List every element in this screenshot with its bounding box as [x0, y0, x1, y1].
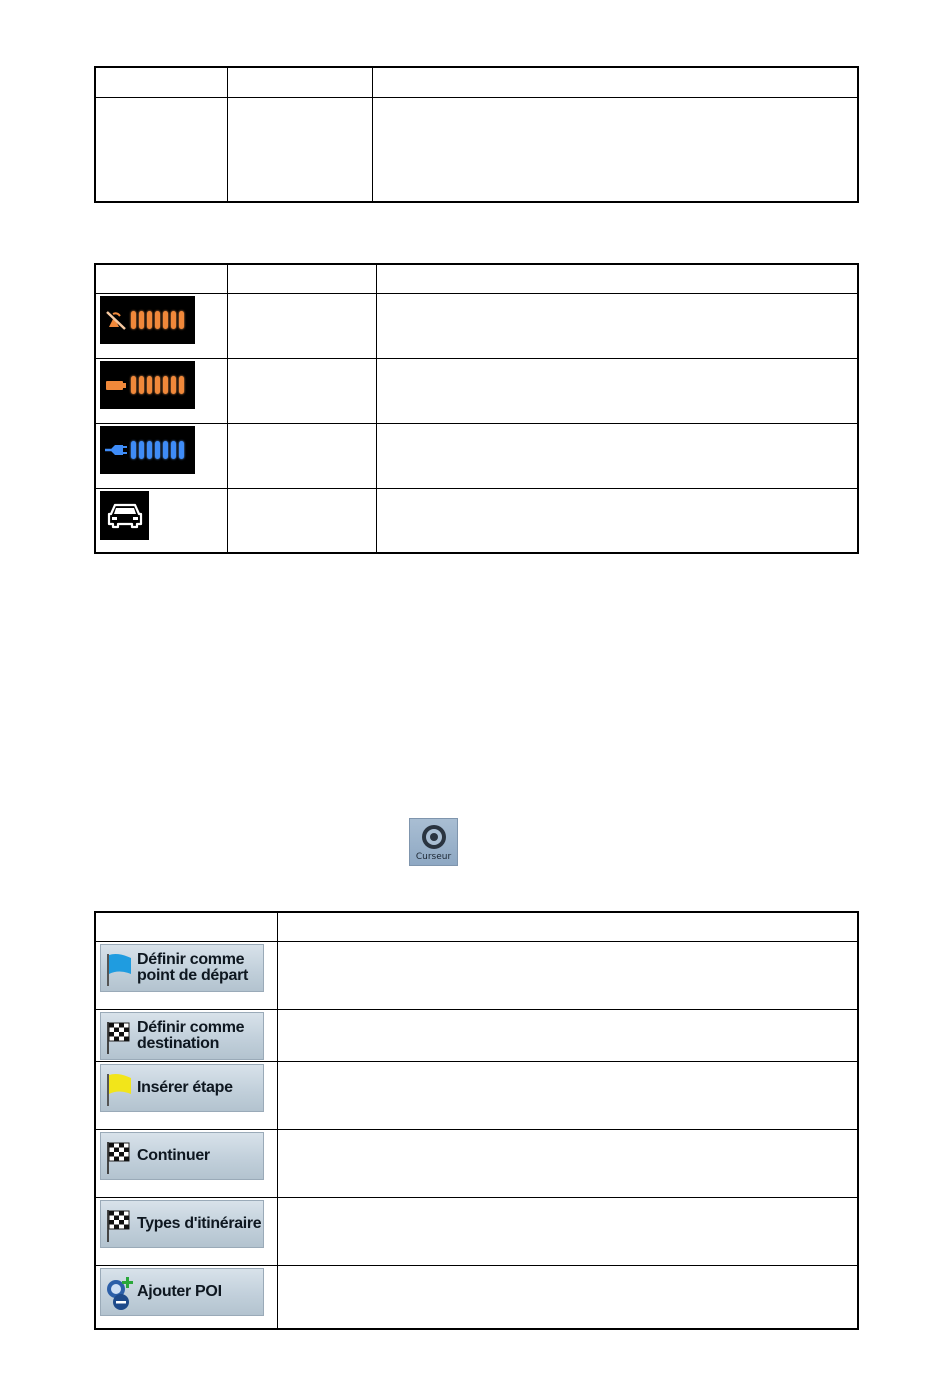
gps-status-indicator	[100, 296, 195, 344]
table-cell	[278, 1009, 859, 1061]
button-label: Types d'itinéraire	[137, 1214, 262, 1232]
table-header-cell	[228, 264, 377, 293]
power-status-indicator	[100, 426, 195, 474]
checkered-flag-icon	[104, 1020, 134, 1056]
table-cell	[95, 423, 228, 488]
table-cell	[278, 1129, 859, 1197]
route-types-button[interactable]	[100, 1200, 264, 1248]
table-header-cell	[95, 264, 228, 293]
blue-flag-icon	[104, 952, 134, 988]
battery-icon	[103, 372, 129, 398]
set-destination-button[interactable]	[100, 1012, 264, 1060]
add-poi-button[interactable]	[100, 1268, 264, 1316]
table-cell	[278, 1061, 859, 1129]
table-header-cell	[95, 912, 278, 941]
table-cell	[228, 423, 377, 488]
table-header-cell	[278, 912, 859, 941]
table-row	[95, 1197, 858, 1265]
cursor-button-label: Curseur	[415, 852, 452, 862]
table-header-cell	[377, 264, 859, 293]
table-cell	[228, 488, 377, 553]
continue-button[interactable]	[100, 1132, 264, 1180]
table-cell	[377, 423, 859, 488]
table-row	[95, 1009, 858, 1061]
table-header-cell	[95, 67, 228, 97]
table-row	[95, 358, 858, 423]
table-cell	[95, 1197, 278, 1265]
table-row	[95, 293, 858, 358]
table-cell	[278, 941, 859, 1009]
button-label: Ajouter POI	[137, 1282, 222, 1300]
cursor-menu-table	[94, 911, 859, 1330]
power-bars	[131, 441, 184, 459]
insert-waypoint-button[interactable]	[100, 1064, 264, 1112]
table-cell	[278, 1265, 859, 1329]
yellow-flag-icon	[104, 1072, 134, 1108]
car-icon	[100, 491, 149, 540]
signal-bars	[131, 311, 184, 329]
table-cell	[228, 97, 373, 202]
table-cell	[95, 1061, 278, 1129]
table-cell	[377, 293, 859, 358]
checkered-flag-icon	[104, 1140, 134, 1176]
button-label: Insérer étape	[137, 1078, 233, 1096]
button-label: Définir comme destination	[137, 1018, 245, 1052]
table-row	[95, 1265, 858, 1329]
table-cell	[95, 293, 228, 358]
table-row	[95, 1129, 858, 1197]
table-row	[95, 1061, 858, 1129]
battery-status-indicator	[100, 361, 195, 409]
button-label: Définir comme point de départ	[137, 950, 249, 984]
table-cell	[95, 97, 228, 202]
table-cell	[377, 358, 859, 423]
gps-signal-lost-icon	[103, 307, 129, 333]
table-cell	[373, 97, 859, 202]
checkered-flag-icon	[104, 1208, 134, 1244]
power-plug-icon	[103, 437, 129, 463]
set-start-point-button[interactable]	[100, 944, 264, 992]
table-cell	[95, 358, 228, 423]
table-cell	[228, 293, 377, 358]
status-indicator-table	[94, 263, 859, 554]
table-row	[95, 423, 858, 488]
table-cell	[95, 1265, 278, 1329]
table-cell	[95, 941, 278, 1009]
add-poi-icon	[104, 1276, 136, 1314]
table-cell	[95, 1009, 278, 1061]
table-row	[95, 488, 858, 553]
table-cell	[278, 1197, 859, 1265]
table-header-cell	[228, 67, 373, 97]
button-label: Continuer	[137, 1146, 210, 1164]
cursor-button[interactable]	[409, 818, 458, 866]
battery-bars	[131, 376, 184, 394]
table-cell	[95, 488, 228, 553]
table-header-cell	[373, 67, 859, 97]
table-row	[95, 941, 858, 1009]
table-cell	[95, 1129, 278, 1197]
top-table	[94, 66, 859, 203]
table-cell	[377, 488, 859, 553]
table-cell	[228, 358, 377, 423]
target-icon	[419, 822, 449, 852]
